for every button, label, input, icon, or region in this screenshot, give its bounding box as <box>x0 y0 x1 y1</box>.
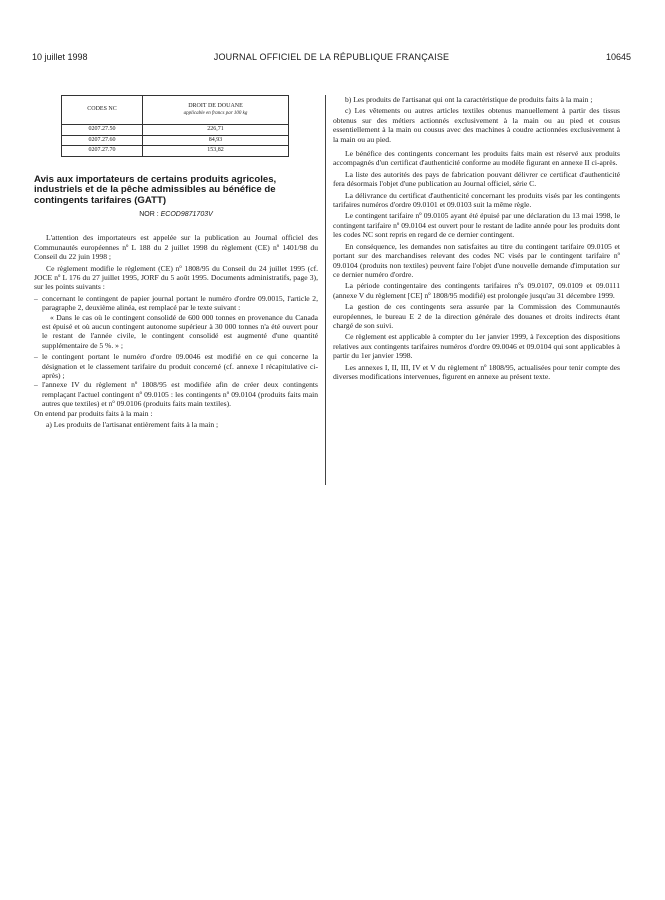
table-cell-code: 0207.27.70 <box>62 146 143 157</box>
table-cell-value: 226,71 <box>143 125 289 136</box>
table-cell-code: 0207.27.50 <box>62 125 143 136</box>
table-row <box>62 135 289 146</box>
modification-list <box>34 294 318 313</box>
paragraph: Ce règlement modifie le règlement (CE) nº 1808/95 du Conseil du 24 juillet 1995 (cf. JOCE nº L 176 du 27 juillet 1995, JORF du 5 août 1995. Documents administratifs, page 3), sur les points suivants : <box>34 263 318 292</box>
issue-date: 10 juillet 1998 <box>32 52 88 62</box>
table-cell-value: 153,82 <box>143 146 289 157</box>
page-number: 10645 <box>605 52 631 62</box>
column-divider <box>325 95 326 485</box>
customs-duty-table <box>61 95 289 157</box>
nor-code: ECOD9871703V <box>160 210 213 218</box>
paragraph: Le bénéfice des contingents concernant les produits faits main est réservé aux produits accompagnés d'un certificat d'authenticité conforme au modèle figurant en annexe II ci-après. <box>333 149 620 168</box>
left-column <box>34 95 318 431</box>
modification-list <box>34 352 318 408</box>
paragraph: La période contingentaire des contingents tarifaires nºs 09.0107, 09.0109 et 09.0111 (annexe V du règlement [CE] nº 1808/95 modifié) est prolongée jusqu'au 31 décembre 1999. <box>333 281 620 300</box>
paragraph: a) Les produits de l'artisanat entièrement faits à la main ; <box>46 420 219 430</box>
paragraph: Ce règlement est applicable à compter du 1er janvier 1999, à l'exception des dispositions relatives aux contingents tarifaires numéros d'ordre 09.0046 et 09.0104 qui sont applicables à partir du 1er janvier 1998. <box>333 332 620 361</box>
paragraph: La gestion de ces contingents sera assurée par la Commission des Communautés européennes, le bureau E 2 de la direction générale des douanes et droits indirects étant chargé de son suivi. <box>333 302 620 330</box>
list-item: – concernant le contingent de papier journal portant le numéro d'ordre 09.0015, l'article 2, paragraphe 2, deuxième alinéa, est remplacé par le texte suivant : <box>34 294 318 313</box>
table-row <box>62 125 289 136</box>
table-cell-code: 0207.27.60 <box>62 135 143 146</box>
table-header-codes: CODES NC <box>62 96 143 125</box>
paragraph: c) Les vêtements ou autres articles textiles obtenus manuellement à partir des tissus obtenus sur des métiers actionnés exclusivement à la main ou au pied et cousus essentiellement à la main ou cousus avec des machines à coudre actionnées exclusivement à la main ou au pied. <box>333 106 620 144</box>
notice-title: Avis aux importateurs de certains produits agricoles, industriels et de la pêche admissibles au bénéfice de contingents tarifaires (GATT) <box>34 173 277 207</box>
paragraph: Le contingent tarifaire nº 09.0105 ayant été épuisé par une déclaration du 13 mai 1998, le contingent tarifaire nº 09.0104 est ouvert pour le restant de ladite année pour les produits dont les codes NC sont repris en regard de ce dernier contingent. <box>333 211 620 240</box>
nor-reference: NOR : ECOD9871703V <box>139 210 213 218</box>
table-row <box>62 146 289 157</box>
paragraph: L'attention des importateurs est appelée sur la publication au Journal officiel des Communautés européennes nº L 188 du 2 juillet 1998 du règlement (CE) nº 1401/98 du Conseil du 22 juin 1998 ; <box>34 233 318 262</box>
table-header-duty: DROIT DE DOUANE applicable en francs par 100 kg <box>143 96 289 125</box>
quoted-text: « Dans le cas où le contingent consolidé de 600 000 tonnes en provenance du Canada est épuisé et où aucun contingent autonome supérieur à 30 000 tonnes n'a été ouvert pour le restant de l'année civile, le contingent consolidé est augmenté d'une quantité supplémentaire de 5 %. » ; <box>42 312 318 350</box>
journal-title: JOURNAL OFFICIEL DE LA RÉPUBLIQUE FRANÇAISE <box>213 52 450 62</box>
paragraph: La délivrance du certificat d'authenticité concernant les produits visés par les contingents tarifaires numéros d'ordre 09.0101 et 09.0103 suit la même règle. <box>333 190 620 210</box>
paragraph: En conséquence, les demandes non satisfaites au titre du contingent tarifaire 09.0105 et portant sur des marchandises relevant des codes NC visés par le contingent tarifaire nº 09.0104 (produits non textiles) peuvent faire l'objet d'une nouvelle demande d'imputation sur ce dernier numéro d'ordre. <box>333 241 620 279</box>
paragraph: On entend par produits faits à la main : <box>34 408 153 418</box>
paragraph: La liste des autorités des pays de fabrication pouvant délivrer ce certificat d'authenticité fera désormais l'objet d'une publication au Journal officiel, série C. <box>333 169 620 189</box>
right-column <box>333 95 620 383</box>
table-cell-value: 84,93 <box>143 135 289 146</box>
paragraph: Les annexes I, II, III, IV et V du règlement nº 1808/95, actualisées pour tenir compte des diverses modifications intervenues, figurent en annexe au présent texte. <box>333 362 620 381</box>
table-header-duty-sub: applicable en francs par 100 kg <box>183 111 248 116</box>
page-header <box>32 52 631 64</box>
list-item: – le contingent portant le numéro d'ordre 09.0046 est modifié en ce qui concerne la désignation et le classement tarifaire du produit concerné (cf. annexe I récapitulative ci-après) ; <box>34 352 318 380</box>
list-item: – l'annexe IV du règlement nº 1808/95 est modifiée afin de créer deux contingents remplaçant l'actuel contingent nº 09.0105 : les contingents nº 09.0104 (produits faits main autres que textiles) et nº 09.0106 (produits faits main textiles). <box>34 380 318 408</box>
paragraph: b) Les produits de l'artisanat qui ont la caractéristique de produits faits à la main ; <box>345 95 593 104</box>
